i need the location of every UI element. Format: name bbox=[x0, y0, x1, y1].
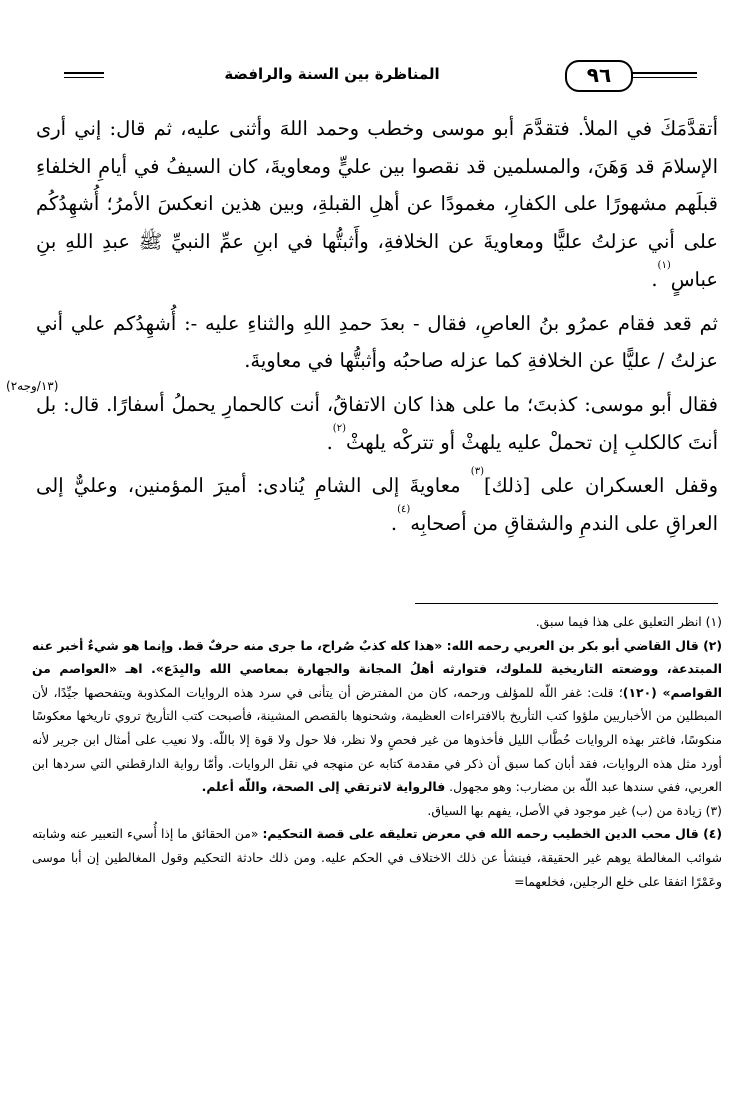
paragraph-4-text-a: وقفل العسكران على [ذلك] bbox=[483, 474, 718, 498]
footnote-3: (٣) زيادة من (ب) غير موجود في الأصل، يفهم بها السياق. bbox=[427, 802, 722, 818]
paragraph-3-text: فقال أبو موسى: كذبتَ؛ ما على هذا كان الاتفاقُ، أنت كالحمارِ يحملُ أسفارًا. قال: بل أنتَ كالكلبِ إن تحملْ عليه يلهثْ أو تتركْه يلهثْ bbox=[36, 392, 718, 454]
paragraph-3-end: . bbox=[326, 430, 333, 454]
header-rule-left bbox=[64, 72, 104, 78]
footnote-4 bbox=[32, 822, 722, 893]
footnotes bbox=[32, 610, 722, 893]
paragraph-2: ثم قعد فقام عمرُو بنُ العاصِ، فقال - بعدَ حمدِ اللهِ والثناءِ عليه -: أُشهِدُكم علي أني عزلتُ / عليًّا عن الخلافةِ كما عزله صاحبُه وأثبتُّها في معاويةَ. bbox=[36, 311, 718, 373]
footnote-ref-2: (٢) bbox=[332, 422, 346, 434]
running-title: المناظرة بين السنة والرافضة bbox=[224, 65, 440, 83]
page-header bbox=[0, 52, 751, 96]
footnote-2-quote: (٢) قال القاضي أبو بكر بن العربي رحمه الله: «هذا كله كذبٌ صُراح، ما جرى منه حرفٌ قط. وإنما هو شيءٌ أخبر عنه المبتدعة، ووضعته التاريخية للملوك، فتوارثه أهلُ المجانة والجهارة بمعاصي الله والبِدَع». اهـ «العواصم من القواصم» (١٢٠) bbox=[32, 637, 722, 700]
footnote-2-comment: ؛ قلت: غفر اللّه للمؤلف ورحمه، كان من المفترض أن يتأنى في سرد هذه الروايات المكذوبة ويتفحصها جيِّدًا، لأن المبطلين من الأخباريين ملؤوا كتب التأريخ بالافتراءات العظيمة، وشحنوها بالقصص المشينة، فأصبحت كتب التأريخ تروي تاريخها معكوسًا منكوسًا، فاغتر بهذه الروايات حُطَّاب الليل فأخذوها من غير فحصٍ ولا نظر، فلا حول ولا قوة إلا باللّه. ولا نعيب على أمثال ابن جرير لأنه أورد مثل هذه الروايات، فقد أبان كما سبق أن ذكر في مقدمة كتابه عن منهجه في نقل الروايات. وأمّا رواية الدارقطني التي سردها ابن العربي، ففي سندها عبد اللّه بن مضارب: وهو مجهول. bbox=[32, 684, 722, 795]
manuscript-folio-note: (١٣/وجه٢) bbox=[6, 379, 59, 393]
footnote-4-intro: (٤) قال محب الدين الخطيب رحمه الله في معرض تعليقه على قصة التحكيم: bbox=[262, 826, 722, 842]
page-number: ٩٦ bbox=[565, 60, 633, 92]
footnote-ref-1: (١) bbox=[657, 259, 671, 271]
paragraph-3 bbox=[36, 386, 718, 461]
paragraph-1-end: . bbox=[651, 267, 658, 291]
footnote-2 bbox=[32, 634, 722, 799]
footnote-1: (١) انظر التعليق على هذا فيما سبق. bbox=[535, 614, 722, 629]
footnote-ref-4: (٤) bbox=[397, 504, 411, 516]
paragraph-4-text-b: معاويةَ إلى الشامِ يُنادى: أميرَ المؤمنين، وعليٌّ إلى العراقِ على الندمِ والشقاقِ من أصحابِه bbox=[36, 474, 718, 536]
footnote-4-quote: «من الحقائق ما إذا أُسيء التعبير عنه وشابته شوائب المغالطة يوهم غير الحقيقة، فينشأ عن ذلك الاختلاف في الحكم عليه. ومن ذلك حادثة التحكيم وقول المغالطين إن أبا موسى وعَمْرًا اتفقا على خلع الرجلين، فخلعهما= bbox=[32, 826, 722, 889]
footnote-ref-3: (٣) bbox=[470, 466, 484, 478]
main-text bbox=[36, 110, 718, 543]
paragraph-4 bbox=[36, 467, 718, 542]
paragraph-1-text: أتقدَّمَكَ في الملأ. فتقدَّمَ أبو موسى وخطب وحمد اللهَ وأثنى عليه، ثم قال: إني أرى الإسلامَ قد وَهَنَ، والمسلمين قد نقصوا بين عليٍّ ومعاويةَ، كان السيفُ في أيامِ الخلفاءِ قبلَهم مشهورًا على الكفارِ، مغمودًا عن أهلِ القبلةِ، وبين هذين انعكسَ الأمرُ؛ أُشهِدُكُم على أني عزلتُ عليًّا ومعاويةَ عن الخلافةِ، وأَثبتُّها في ابنِ عمِّ النبيِّ ﷺ عبدِ اللهِ بنِ عباسٍ bbox=[36, 117, 718, 291]
header-rule-right bbox=[631, 72, 697, 78]
paragraph-1 bbox=[36, 110, 718, 299]
footnote-separator bbox=[415, 603, 718, 604]
footnote-2-conclusion: فالرواية لاترتقي إلى الصحة، واللّه أعلم. bbox=[201, 779, 446, 795]
paragraph-4-end: . bbox=[390, 512, 398, 536]
